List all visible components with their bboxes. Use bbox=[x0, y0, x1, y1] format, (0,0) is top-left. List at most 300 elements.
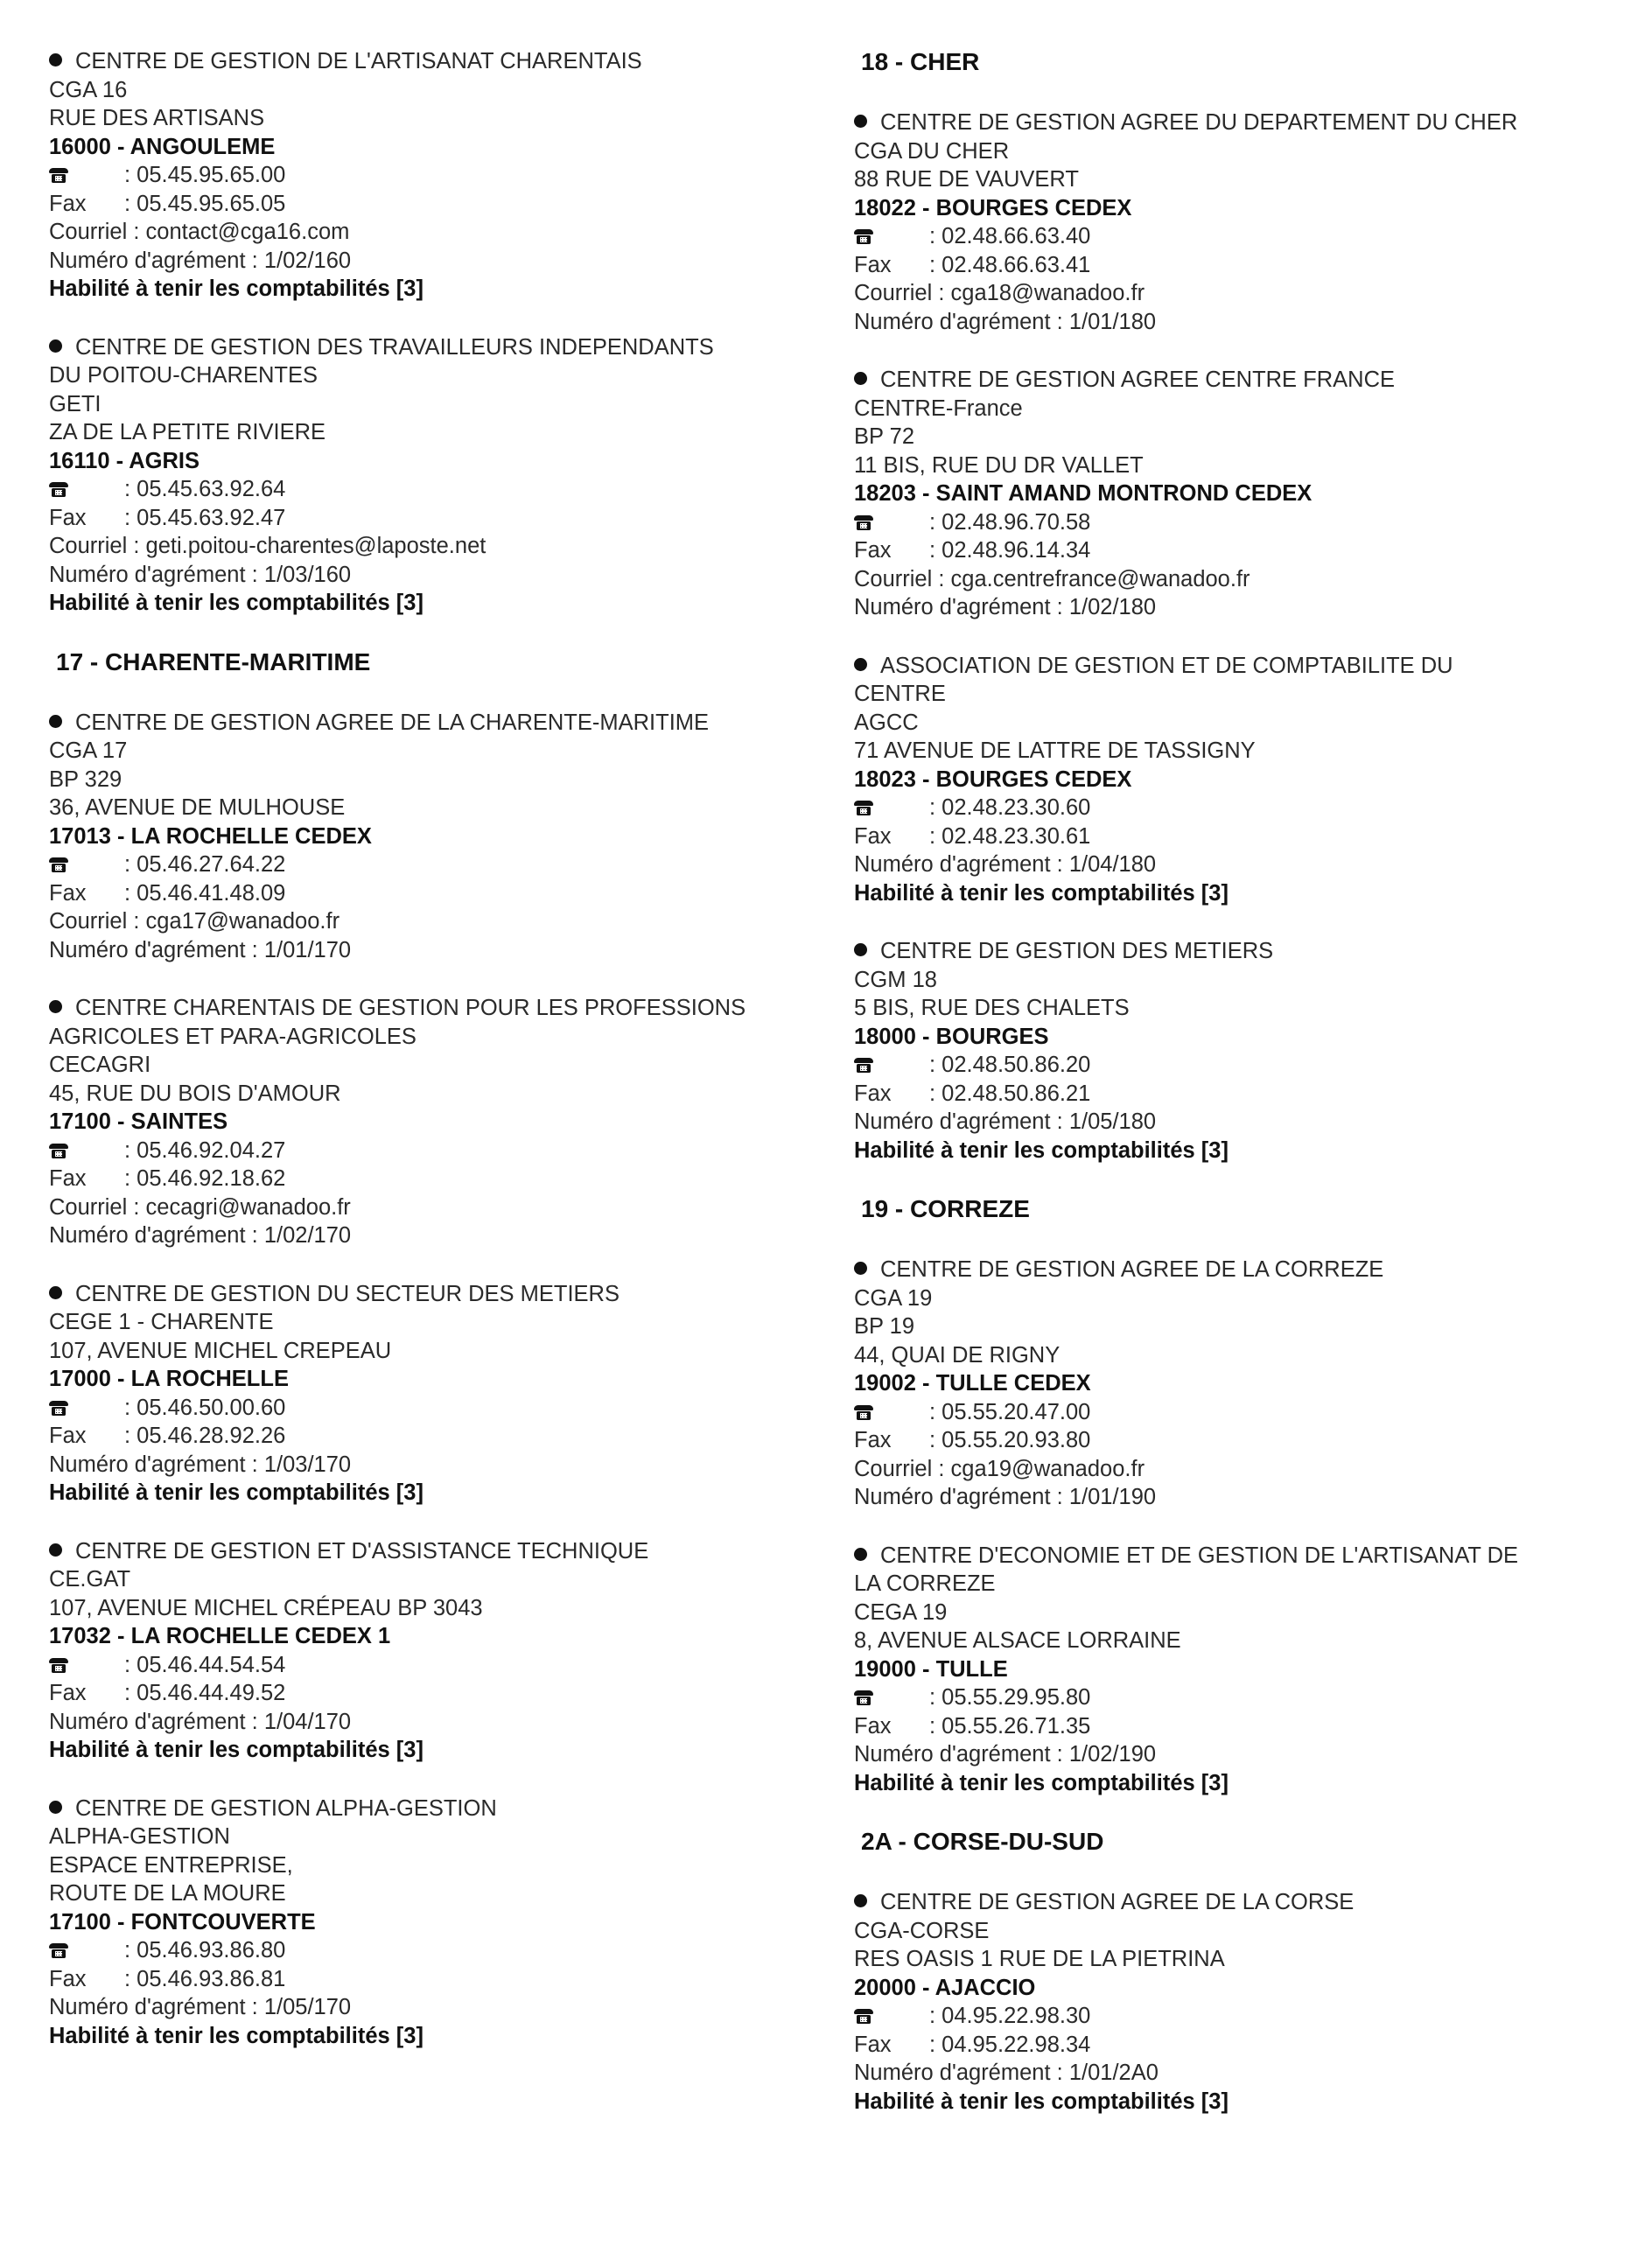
department-heading: 2A - CORSE-DU-SUD bbox=[861, 1828, 1104, 1855]
email-address: cecagri@wanadoo.fr bbox=[145, 1194, 351, 1220]
phone-line bbox=[854, 2002, 1624, 2031]
fax-line bbox=[49, 879, 819, 908]
phone-number: 05.46.93.86.80 bbox=[136, 1938, 286, 1963]
phone-number: 05.45.63.92.64 bbox=[136, 477, 286, 501]
agrement-line bbox=[49, 1708, 819, 1737]
telephone-icon bbox=[49, 1144, 68, 1158]
email-line bbox=[49, 1193, 819, 1222]
telephone-icon bbox=[854, 515, 873, 530]
address-line: CENTRE-France bbox=[854, 395, 1023, 421]
address-line: 8, AVENUE ALSACE LORRAINE bbox=[854, 1628, 1181, 1653]
fax-number: 02.48.50.86.21 bbox=[942, 1081, 1091, 1106]
agrement-line bbox=[854, 2059, 1624, 2088]
entry-name-line bbox=[854, 1542, 1624, 1571]
entry-name: CENTRE DE GESTION DU SECTEUR DES METIERS bbox=[75, 1281, 620, 1306]
fax-number: 04.95.22.98.34 bbox=[942, 2032, 1091, 2057]
agrement-label: Numéro d'agrément : bbox=[854, 1109, 1069, 1134]
address-line: BP 19 bbox=[854, 1314, 915, 1339]
fax-separator: : bbox=[929, 823, 942, 849]
fax-separator: : bbox=[124, 191, 137, 216]
phone-line bbox=[854, 1398, 1624, 1427]
agrement-line bbox=[854, 850, 1624, 879]
entry-name: CENTRE DE GESTION DE L'ARTISANAT CHARENTAIS bbox=[75, 49, 642, 73]
phone-separator: : bbox=[124, 477, 137, 501]
habilite-line: Habilité à tenir les comptabilités [3] bbox=[854, 1137, 1228, 1163]
agrement-label: Numéro d'agrément : bbox=[854, 309, 1069, 334]
phone-number: 02.48.50.86.20 bbox=[942, 1053, 1091, 1077]
address-line: CGA 16 bbox=[49, 77, 128, 102]
phone-separator: : bbox=[124, 1938, 137, 1963]
email-address: cga17@wanadoo.fr bbox=[145, 909, 340, 934]
fax-line bbox=[854, 2031, 1624, 2060]
right-column bbox=[854, 47, 1624, 2145]
habilite-line: Habilité à tenir les comptabilités [3] bbox=[49, 2023, 424, 2048]
agrement-number: 1/01/190 bbox=[1068, 1485, 1157, 1509]
agrement-line bbox=[854, 1108, 1624, 1137]
phone-separator: : bbox=[124, 1395, 137, 1420]
phone-separator: : bbox=[124, 852, 137, 877]
bullet-icon bbox=[854, 652, 880, 681]
bullet-icon bbox=[854, 108, 880, 137]
fax-line bbox=[854, 1712, 1624, 1741]
entry-name: CENTRE bbox=[854, 682, 946, 706]
fax-line bbox=[854, 251, 1624, 280]
phone-number: 02.48.66.63.40 bbox=[942, 224, 1091, 248]
telephone-icon bbox=[854, 1690, 873, 1705]
entry-name-line bbox=[49, 709, 819, 738]
address-line: CGA-CORSE bbox=[854, 1918, 990, 1943]
fax-separator: : bbox=[929, 2032, 942, 2057]
phone-number: 02.48.96.70.58 bbox=[942, 509, 1091, 535]
phone-separator: : bbox=[929, 795, 942, 820]
directory-entry bbox=[49, 709, 819, 965]
email-label: Courriel : bbox=[49, 534, 146, 558]
city-line: 18203 - SAINT AMAND MONTROND CEDEX bbox=[854, 481, 1312, 506]
entry-name: CENTRE CHARENTAIS DE GESTION POUR LES PROFESSIONS bbox=[75, 996, 746, 1020]
email-label: Courriel : bbox=[854, 1456, 951, 1481]
fax-label: Fax bbox=[49, 880, 87, 906]
fax-separator: : bbox=[124, 1424, 137, 1448]
address-line: 44, QUAI DE RIGNY bbox=[854, 1342, 1060, 1368]
city-line: 20000 - AJACCIO bbox=[854, 1975, 1036, 2000]
address-line: 11 BIS, RUE DU DR VALLET bbox=[854, 452, 1144, 478]
telephone-icon bbox=[49, 857, 68, 872]
phone-separator: : bbox=[929, 2004, 942, 2028]
habilite-line: Habilité à tenir les comptabilités [3] bbox=[49, 1480, 424, 1505]
entry-name: CENTRE DE GESTION AGREE CENTRE FRANCE bbox=[880, 367, 1395, 392]
directory-entry bbox=[854, 1542, 1624, 1798]
fax-label: Fax bbox=[854, 252, 892, 277]
email-line bbox=[854, 565, 1624, 594]
city-line: 17100 - SAINTES bbox=[49, 1109, 228, 1134]
phone-number: 05.55.29.95.80 bbox=[942, 1685, 1091, 1710]
email-label: Courriel : bbox=[49, 220, 146, 244]
directory-entry bbox=[854, 652, 1624, 908]
telephone-icon bbox=[49, 482, 68, 497]
email-line bbox=[854, 279, 1624, 308]
entry-name-line bbox=[854, 652, 1624, 681]
phone-number: 05.55.20.47.00 bbox=[942, 1399, 1091, 1424]
address-line: BP 329 bbox=[49, 766, 122, 792]
entry-name: LA CORREZE bbox=[854, 1571, 996, 1596]
fax-line bbox=[49, 190, 819, 219]
bullet-icon bbox=[854, 1256, 880, 1284]
agrement-label: Numéro d'agrément : bbox=[49, 1709, 264, 1734]
fax-separator: : bbox=[124, 1966, 137, 1991]
bullet-icon bbox=[49, 1280, 75, 1309]
habilite-line: Habilité à tenir les comptabilités [3] bbox=[49, 276, 424, 301]
fax-line bbox=[49, 1965, 819, 1994]
entry-name-line bbox=[854, 108, 1624, 137]
entry-name: CENTRE DE GESTION AGREE DE LA CHARENTE-MARITIME bbox=[75, 710, 710, 735]
entry-name: CENTRE DE GESTION AGREE DU DEPARTEMENT DU CHER bbox=[880, 110, 1518, 135]
address-line: ESPACE ENTREPRISE, bbox=[49, 1852, 293, 1878]
city-line: 17013 - LA ROCHELLE CEDEX bbox=[49, 823, 372, 849]
agrement-line bbox=[854, 1740, 1624, 1769]
agrement-number: 1/03/170 bbox=[263, 1452, 352, 1477]
address-line: CGA DU CHER bbox=[854, 138, 1010, 164]
fax-line bbox=[49, 504, 819, 533]
fax-separator: : bbox=[929, 1713, 942, 1739]
phone-number: 04.95.22.98.30 bbox=[942, 2004, 1091, 2028]
telephone-icon bbox=[854, 229, 873, 244]
telephone-icon bbox=[854, 1058, 873, 1073]
address-line: AGCC bbox=[854, 710, 919, 735]
bullet-icon bbox=[49, 1795, 75, 1823]
fax-line bbox=[854, 1426, 1624, 1455]
agrement-label: Numéro d'agrément : bbox=[854, 852, 1069, 877]
directory-entry bbox=[49, 1795, 819, 2051]
fax-separator: : bbox=[929, 1428, 942, 1452]
fax-label: Fax bbox=[854, 1081, 892, 1106]
phone-separator: : bbox=[929, 509, 942, 535]
address-line: CGA 17 bbox=[49, 738, 128, 763]
agrement-number: 1/02/180 bbox=[1068, 595, 1157, 619]
phone-separator: : bbox=[929, 1399, 942, 1424]
entry-name-line bbox=[49, 333, 819, 362]
phone-number: 05.46.27.64.22 bbox=[136, 852, 286, 877]
fax-label: Fax bbox=[854, 1428, 892, 1452]
address-line: ALPHA-GESTION bbox=[49, 1824, 230, 1849]
directory-entry bbox=[854, 366, 1624, 622]
email-line bbox=[854, 1455, 1624, 1484]
entry-name: CENTRE DE GESTION DES TRAVAILLEURS INDEPENDANTS bbox=[75, 334, 714, 360]
phone-separator: : bbox=[929, 1685, 942, 1710]
phone-line bbox=[49, 475, 819, 504]
bullet-icon bbox=[49, 1537, 75, 1566]
entry-name-line bbox=[49, 1280, 819, 1309]
agrement-number: 1/02/170 bbox=[263, 1223, 352, 1248]
email-label: Courriel : bbox=[49, 1194, 146, 1220]
fax-label: Fax bbox=[49, 1966, 87, 1991]
habilite-line: Habilité à tenir les comptabilités [3] bbox=[854, 880, 1228, 906]
fax-label: Fax bbox=[49, 1424, 87, 1448]
entry-name: CENTRE D'ECONOMIE ET DE GESTION DE L'ARTISANAT DE bbox=[880, 1543, 1519, 1568]
email-label: Courriel : bbox=[854, 281, 951, 305]
directory-entry bbox=[49, 1537, 819, 1765]
entry-name: CENTRE DE GESTION DES METIERS bbox=[880, 939, 1274, 963]
fax-label: Fax bbox=[854, 538, 892, 563]
entry-name-line bbox=[49, 1537, 819, 1566]
fax-number: 05.46.92.18.62 bbox=[136, 1166, 286, 1191]
city-line: 19002 - TULLE CEDEX bbox=[854, 1371, 1091, 1396]
agrement-line bbox=[49, 1451, 819, 1480]
entry-name: CENTRE DE GESTION ET D'ASSISTANCE TECHNIQUE bbox=[75, 1538, 649, 1564]
phone-number: 05.46.92.04.27 bbox=[136, 1137, 286, 1163]
agrement-number: 1/04/180 bbox=[1068, 852, 1157, 877]
email-label: Courriel : bbox=[854, 566, 951, 591]
address-line: CEGA 19 bbox=[854, 1599, 948, 1625]
agrement-number: 1/01/180 bbox=[1068, 309, 1157, 334]
phone-separator: : bbox=[929, 1053, 942, 1077]
entry-name: CENTRE DE GESTION ALPHA-GESTION bbox=[75, 1795, 497, 1821]
fax-number: 02.48.96.14.34 bbox=[942, 538, 1091, 563]
department-heading: 18 - CHER bbox=[861, 48, 980, 75]
phone-line bbox=[49, 161, 819, 190]
agrement-number: 1/05/170 bbox=[263, 1995, 352, 2019]
fax-label: Fax bbox=[854, 823, 892, 849]
telephone-icon bbox=[854, 2009, 873, 2024]
entry-name-line bbox=[854, 937, 1624, 966]
phone-number: 05.46.50.00.60 bbox=[136, 1395, 286, 1420]
phone-separator: : bbox=[929, 224, 942, 248]
fax-number: 05.45.63.92.47 bbox=[136, 505, 286, 530]
agrement-number: 1/01/2A0 bbox=[1068, 2061, 1158, 2085]
entry-name-line bbox=[854, 680, 1624, 709]
entry-name-line bbox=[49, 1795, 819, 1823]
directory-entry bbox=[49, 994, 819, 1250]
address-line: ROUTE DE LA MOURE bbox=[49, 1881, 286, 1906]
agrement-line bbox=[49, 561, 819, 590]
city-line: 17032 - LA ROCHELLE CEDEX 1 bbox=[49, 1624, 391, 1648]
fax-line bbox=[854, 536, 1624, 565]
email-address: cga.centrefrance@wanadoo.fr bbox=[950, 566, 1250, 591]
fax-label: Fax bbox=[49, 505, 87, 530]
habilite-line: Habilité à tenir les comptabilités [3] bbox=[854, 1770, 1228, 1795]
bullet-icon bbox=[854, 937, 880, 966]
telephone-icon bbox=[854, 1405, 873, 1420]
fax-label: Fax bbox=[49, 191, 87, 216]
bullet-icon bbox=[49, 47, 75, 76]
city-line: 18000 - BOURGES bbox=[854, 1024, 1049, 1049]
email-address: geti.poitou-charentes@laposte.net bbox=[145, 534, 486, 558]
telephone-icon bbox=[854, 801, 873, 815]
address-line: 107, AVENUE MICHEL CREPEAU bbox=[49, 1338, 392, 1363]
address-line: BP 72 bbox=[854, 424, 915, 449]
bullet-icon bbox=[854, 1542, 880, 1571]
agrement-number: 1/05/180 bbox=[1068, 1109, 1157, 1134]
fax-label: Fax bbox=[854, 1713, 892, 1739]
bullet-icon bbox=[854, 1888, 880, 1917]
fax-number: 05.46.28.92.26 bbox=[136, 1424, 286, 1448]
agrement-line bbox=[49, 1221, 819, 1250]
entry-name-line bbox=[49, 1023, 819, 1052]
fax-separator: : bbox=[929, 1081, 942, 1106]
email-line bbox=[49, 532, 819, 561]
directory-entry bbox=[49, 47, 819, 304]
department-heading: 17 - CHARENTE-MARITIME bbox=[56, 647, 371, 675]
entry-name: CENTRE DE GESTION AGREE DE LA CORSE bbox=[880, 1890, 1354, 1914]
agrement-line bbox=[49, 1993, 819, 2022]
phone-line bbox=[854, 1683, 1624, 1712]
email-address: contact@cga16.com bbox=[145, 220, 350, 244]
fax-label: Fax bbox=[49, 1681, 87, 1705]
habilite-line: Habilité à tenir les comptabilités [3] bbox=[49, 1738, 424, 1762]
entry-name-line bbox=[854, 1570, 1624, 1599]
address-line: 88 RUE DE VAUVERT bbox=[854, 167, 1079, 192]
agrement-number: 1/02/160 bbox=[263, 248, 352, 273]
fax-number: 05.46.44.49.52 bbox=[136, 1681, 286, 1705]
fax-line bbox=[49, 1422, 819, 1451]
phone-line bbox=[49, 1936, 819, 1965]
agrement-label: Numéro d'agrément : bbox=[49, 562, 264, 587]
fax-separator: : bbox=[124, 880, 137, 906]
address-line: CGM 18 bbox=[854, 967, 937, 992]
entry-name: ASSOCIATION DE GESTION ET DE COMPTABILITE DU bbox=[880, 653, 1453, 678]
phone-line bbox=[854, 508, 1624, 537]
entry-name-line bbox=[49, 47, 819, 76]
email-address: cga18@wanadoo.fr bbox=[950, 281, 1145, 305]
telephone-icon bbox=[49, 1401, 68, 1416]
phone-line bbox=[854, 794, 1624, 822]
bullet-icon bbox=[49, 333, 75, 362]
entry-name-line bbox=[854, 366, 1624, 395]
entry-name: DU POITOU-CHARENTES bbox=[49, 363, 318, 388]
habilite-line: Habilité à tenir les comptabilités [3] bbox=[854, 2089, 1228, 2114]
department-heading: 19 - CORREZE bbox=[861, 1195, 1030, 1222]
agrement-line bbox=[854, 1483, 1624, 1512]
address-line: ZA DE LA PETITE RIVIERE bbox=[49, 420, 326, 444]
directory-entry bbox=[854, 1888, 1624, 2116]
agrement-number: 1/01/170 bbox=[263, 937, 352, 962]
fax-separator: : bbox=[124, 1681, 137, 1705]
city-line: 18022 - BOURGES CEDEX bbox=[854, 195, 1132, 220]
phone-line bbox=[49, 850, 819, 879]
agrement-label: Numéro d'agrément : bbox=[49, 1995, 264, 2019]
directory-entry bbox=[854, 108, 1624, 336]
phone-separator: : bbox=[124, 1137, 137, 1163]
agrement-number: 1/03/160 bbox=[263, 562, 352, 587]
phone-separator: : bbox=[124, 163, 137, 187]
fax-number: 05.55.26.71.35 bbox=[942, 1713, 1091, 1739]
fax-number: 05.55.20.93.80 bbox=[942, 1428, 1091, 1452]
address-line: CEGE 1 - CHARENTE bbox=[49, 1310, 274, 1334]
directory-entry bbox=[49, 333, 819, 618]
fax-line bbox=[49, 1679, 819, 1708]
phone-line bbox=[49, 1651, 819, 1680]
fax-label: Fax bbox=[49, 1166, 87, 1191]
fax-number: 05.46.41.48.09 bbox=[136, 880, 286, 906]
fax-line bbox=[854, 822, 1624, 851]
left-column bbox=[49, 47, 819, 2080]
address-line: 107, AVENUE MICHEL CRÉPEAU BP 3043 bbox=[49, 1595, 483, 1620]
agrement-label: Numéro d'agrément : bbox=[49, 937, 264, 962]
phone-line bbox=[49, 1394, 819, 1423]
address-line: RUE DES ARTISANS bbox=[49, 106, 265, 130]
telephone-icon bbox=[49, 1658, 68, 1673]
entry-name-line bbox=[854, 1256, 1624, 1284]
address-line: 5 BIS, RUE DES CHALETS bbox=[854, 996, 1130, 1020]
bullet-icon bbox=[49, 709, 75, 738]
phone-number: 02.48.23.30.60 bbox=[942, 795, 1091, 820]
agrement-label: Numéro d'agrément : bbox=[854, 1485, 1069, 1509]
email-line bbox=[49, 218, 819, 247]
agrement-label: Numéro d'agrément : bbox=[49, 248, 264, 273]
habilite-line: Habilité à tenir les comptabilités [3] bbox=[49, 591, 424, 615]
fax-line bbox=[854, 1080, 1624, 1109]
address-line: RES OASIS 1 RUE DE LA PIETRINA bbox=[854, 1947, 1225, 1971]
phone-line bbox=[49, 1137, 819, 1165]
entry-name-line bbox=[854, 1888, 1624, 1917]
city-line: 18023 - BOURGES CEDEX bbox=[854, 766, 1132, 792]
address-line: 45, RUE DU BOIS D'AMOUR bbox=[49, 1081, 341, 1106]
fax-number: 05.46.93.86.81 bbox=[136, 1966, 286, 1991]
agrement-number: 1/04/170 bbox=[263, 1709, 352, 1734]
directory-entry bbox=[854, 937, 1624, 1165]
address-line: 71 AVENUE DE LATTRE DE TASSIGNY bbox=[854, 738, 1256, 763]
city-line: 16000 - ANGOULEME bbox=[49, 134, 276, 159]
agrement-line bbox=[49, 936, 819, 965]
entry-name-line bbox=[49, 994, 819, 1023]
agrement-label: Numéro d'agrément : bbox=[49, 1223, 264, 1248]
directory-entry bbox=[49, 1280, 819, 1508]
phone-number: 05.45.95.65.00 bbox=[136, 163, 286, 187]
fax-separator: : bbox=[124, 505, 137, 530]
telephone-icon bbox=[49, 1943, 68, 1958]
address-line: CE.GAT bbox=[49, 1567, 131, 1592]
city-line: 17000 - LA ROCHELLE bbox=[49, 1367, 289, 1391]
entry-name: AGRICOLES ET PARA-AGRICOLES bbox=[49, 1024, 416, 1049]
bullet-icon bbox=[854, 366, 880, 395]
fax-label: Fax bbox=[854, 2032, 892, 2057]
phone-line bbox=[854, 222, 1624, 251]
fax-separator: : bbox=[929, 538, 942, 563]
agrement-label: Numéro d'agrément : bbox=[854, 1742, 1069, 1767]
email-label: Courriel : bbox=[49, 909, 146, 934]
agrement-label: Numéro d'agrément : bbox=[854, 2061, 1069, 2085]
address-line: CGA 19 bbox=[854, 1285, 933, 1311]
agrement-line bbox=[49, 247, 819, 276]
fax-number: 02.48.66.63.41 bbox=[942, 252, 1091, 277]
phone-line bbox=[854, 1051, 1624, 1080]
bullet-icon bbox=[49, 994, 75, 1023]
fax-separator: : bbox=[124, 1166, 137, 1191]
entry-name-line bbox=[49, 361, 819, 390]
fax-line bbox=[49, 1165, 819, 1193]
address-line: CECAGRI bbox=[49, 1053, 151, 1077]
telephone-icon bbox=[49, 168, 68, 183]
phone-separator: : bbox=[124, 1652, 137, 1677]
phone-number: 05.46.44.54.54 bbox=[136, 1652, 286, 1677]
entry-name: CENTRE DE GESTION AGREE DE LA CORREZE bbox=[880, 1257, 1384, 1282]
fax-number: 05.45.95.65.05 bbox=[136, 191, 286, 216]
agrement-number: 1/02/190 bbox=[1068, 1742, 1157, 1767]
agrement-line bbox=[854, 593, 1624, 622]
city-line: 16110 - AGRIS bbox=[49, 448, 200, 473]
email-line bbox=[49, 907, 819, 936]
agrement-line bbox=[854, 308, 1624, 337]
address-line: 36, AVENUE DE MULHOUSE bbox=[49, 795, 346, 820]
email-address: cga19@wanadoo.fr bbox=[950, 1456, 1145, 1481]
fax-number: 02.48.23.30.61 bbox=[942, 823, 1091, 849]
agrement-label: Numéro d'agrément : bbox=[49, 1452, 264, 1477]
city-line: 19000 - TULLE bbox=[854, 1656, 1008, 1682]
address-line: GETI bbox=[49, 391, 102, 416]
directory-entry bbox=[854, 1256, 1624, 1512]
agrement-label: Numéro d'agrément : bbox=[854, 595, 1069, 619]
fax-separator: : bbox=[929, 252, 942, 277]
city-line: 17100 - FONTCOUVERTE bbox=[49, 1909, 316, 1935]
